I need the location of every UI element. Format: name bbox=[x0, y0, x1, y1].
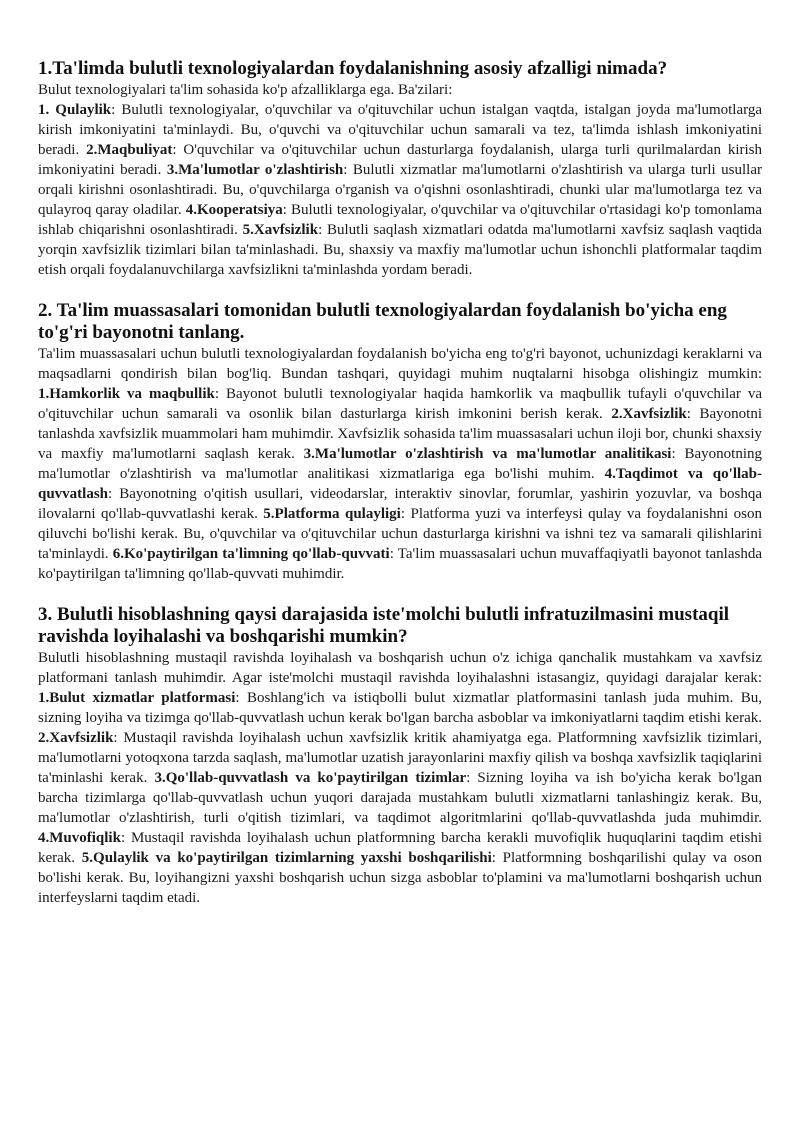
section-3 bbox=[38, 604, 762, 908]
section-2 bbox=[38, 300, 762, 584]
item-title: 3.Ma'lumotlar o'zlashtirish bbox=[166, 162, 344, 178]
section-heading: 2. Ta'lim muassasalari tomonidan bulutli texnologiyalardan foydalanish bo'yicha eng to'g'ri bayonotni tanlang. bbox=[38, 300, 727, 343]
section-intro: Bulut texnologiyalari ta'lim sohasida ko'p afzalliklarga ega. Ba'zilari: bbox=[38, 82, 453, 98]
item-text: : Bulutli saqlash xizmatlari odatda ma'lumotlarni xavfsiz saqlash vaqtida yorqin xavfsizlik tizimlari bilan ta'minlashadi. Bu, shaxsiy va maxfiy ma'lumotlar uchun ishonchli platformalar taqdim etish orqali foydalanuvchilarga xavfsizlikni ta'minlashda yordam beradi. bbox=[38, 222, 762, 278]
item-text: : Mustaqil ravishda loyihalash uchun xavfsizlik kritik ahamiyatga ega. Platformning xavfsizlik tizimlari, ma'lumotlarni yotoqxona tarzda saqlash, ma'lumotlar uzatish jarayonlarini maxfiy qilish va boshqa xavfsizlik taqiqlarini ta'minlashi kerak. bbox=[38, 730, 762, 786]
item-title: 4.Muvofiqlik bbox=[38, 830, 121, 846]
item-title: 2.Xavfsizlik bbox=[611, 406, 687, 422]
section-body bbox=[38, 648, 762, 908]
item-text: : Platforma yuzi va interfeysi qulay va foydalanishni oson qiluvchi bo'lishi kerak. Bu, o'quvchilar va o'qituvchilar uchun dasturlarga kirishni va ishni tez va samarali qilishlarini ta'minlaydi. bbox=[38, 506, 763, 562]
item-title: 4.Taqdimot va qo'llab-quvvatlash bbox=[38, 466, 762, 502]
item-text: : Bayonotni tanlashda xavfsizlik muammolari ham muhimdir. Xavfsizlik sohasida ta'lim muassasalari uchun iloji bor, chunki shaxsiy va maxfiy ma'lumotlarni saqlash kerak. bbox=[38, 406, 762, 462]
item-text: : Mustaqil ravishda loyihalash uchun platformning barcha kerakli muvofiqlik huquqlarini taqdim etishi kerak. bbox=[38, 830, 762, 866]
item-text: : Bulutli xizmatlar ma'lumotlarni o'zlashtirish va ularga turli usullar orqali kirishni osonlashtiradi. Bu, o'quvchilarga o'rganish va o'qishni osonlashtiradi, chunki ular ma'lumotlarga tez va qulayroq qaray oladilar. bbox=[38, 162, 763, 218]
item-text: : Bayonotning o'qitish usullari, videodarslar, interaktiv sinovlar, forumlar, yashirin yozuvlar, va boshqa ilovalarni qo'llab-quvvatlashi kerak. bbox=[38, 486, 762, 522]
item-title: 2.Maqbuliyat bbox=[86, 142, 173, 158]
item-title: 1.Bulut xizmatlar platformasi bbox=[38, 690, 236, 706]
item-title: 2.Xavfsizlik bbox=[38, 730, 114, 746]
item-text: : Bulutli texnologiyalar, o'quvchilar va o'qituvchilar uchun istalgan vaqtda, istalgan joyda ma'lumotlarga kirish imkoniyatini ta'minlaydi. Bu, o'quvchi va o'qituvchilar uchun samarali va tez, ta'limda ishlash imkoniyatini beradi. bbox=[38, 102, 762, 158]
section-heading: 1.Ta'limda bulutli texnologiyalardan foydalanishning asosiy afzalligi nimada? bbox=[38, 58, 668, 79]
document-page bbox=[38, 58, 762, 928]
item-text: : Ta'lim muassasalari uchun muvaffaqiyatli bayonot tanlashda ko'paytirilgan ta'limning qo'llab-quvvati muhimdir. bbox=[38, 546, 762, 582]
item-text: : O'quvchilar va o'qituvchilar uchun dasturlarga foydalanish, ularga turli qurilmalardan kirish imkoniyatini beradi. bbox=[38, 142, 763, 178]
item-title: 5.Platforma qulayligi bbox=[263, 506, 401, 522]
item-title: 1. Qulaylik bbox=[38, 102, 112, 118]
item-title: 1.Hamkorlik va maqbullik bbox=[38, 386, 215, 402]
section-lead: Bulutli hisoblashning mustaqil ravishda loyihalash va boshqarish uchun o'z ichiga qanchalik mustahkam va xavfsiz platformani tanlash muhimdir. Agar iste'molchi mustaqil ravishda loyihalashni istasangiz, quyidagi darajalar kerak: bbox=[38, 650, 762, 686]
item-text: : Bayonotning ma'lumotlar o'zlashtirish va ma'lumotlar analitikasi xizmatlariga ega bo'lishi muhim. bbox=[38, 446, 763, 482]
item-title: 6.Ko'paytirilgan ta'limning qo'llab-quvvati bbox=[112, 546, 390, 562]
item-text: : Bulutli texnologiyalar, o'quvchilar va o'qituvchilar o'rtasidagi ko'p tomonlama ishlab chiqarishni osonlashtiradi. bbox=[38, 202, 762, 238]
item-title: 5.Xavfsizlik bbox=[242, 222, 319, 238]
item-text: : Boshlang'ich va istiqbolli bulut xizmatlar platformasini tanlash juda muhim. Bu, sizning loyiha va tizimga qo'llab-quvvatlash uchun kerak bo'lgan barcha asboblar va imkoniyatlarni taqdim etishi kerak. bbox=[38, 690, 762, 726]
item-text: : Sizning loyiha va ish bo'yicha kerak bo'lgan barcha tizimlarga qo'llab-quvvatlash uchun yuqori darajada mustahkam bulutli xizmatlarni tanlashingiz kerak. Bu, ma'lumotlar o'zlashtirish, turli o'qitish tizimlari, va taqdimot algoritmlarini qo'llab-quvvatlashda juda muhimdir. bbox=[38, 770, 762, 826]
section-body bbox=[38, 100, 762, 280]
section-heading: 3. Bulutli hisoblashning qaysi darajasida iste'molchi bulutli infratuzilmasini mustaqil ravishda loyihalashi va boshqarishi mumkin? bbox=[38, 604, 730, 647]
section-1 bbox=[38, 58, 762, 280]
item-text: : Bayonot bulutli texnologiyalar haqida hamkorlik va maqbullik tufayli o'quvchilar va o'qituvchilar uchun samarali va osonlik bilan dasturlarga kirish imkonini berish kerak. bbox=[38, 386, 762, 422]
item-title: 5.Qulaylik va ko'paytirilgan tizimlarning yaxshi boshqarilishi bbox=[81, 850, 492, 866]
item-title: 3.Ma'lumotlar o'zlashtirish va ma'lumotlar analitikasi bbox=[303, 446, 672, 462]
item-title: 3.Qo'llab-quvvatlash va ko'paytirilgan tizimlar bbox=[154, 770, 467, 786]
section-lead: Ta'lim muassasalari uchun bulutli texnologiyalardan foydalanish bo'yicha eng to'g'ri bayonot, uchunizdagi keraklarni va maqsadlarni qondirish bilan bog'liq. Bundan tashqari, quyidagi muhim nuqtalarni hisobga olishingiz mumkin: bbox=[38, 346, 762, 382]
section-body bbox=[38, 344, 762, 584]
item-text: : Platformning boshqarilishi qulay va oson bo'lishi kerak. Bu, loyihangizni yaxshi boshqarish uchun sizga asboblar to'plamini va ma'lumotlarni boshqarish uchun interfeyslarni taqdim etadi. bbox=[38, 850, 763, 906]
item-title: 4.Kooperatsiya bbox=[185, 202, 283, 218]
